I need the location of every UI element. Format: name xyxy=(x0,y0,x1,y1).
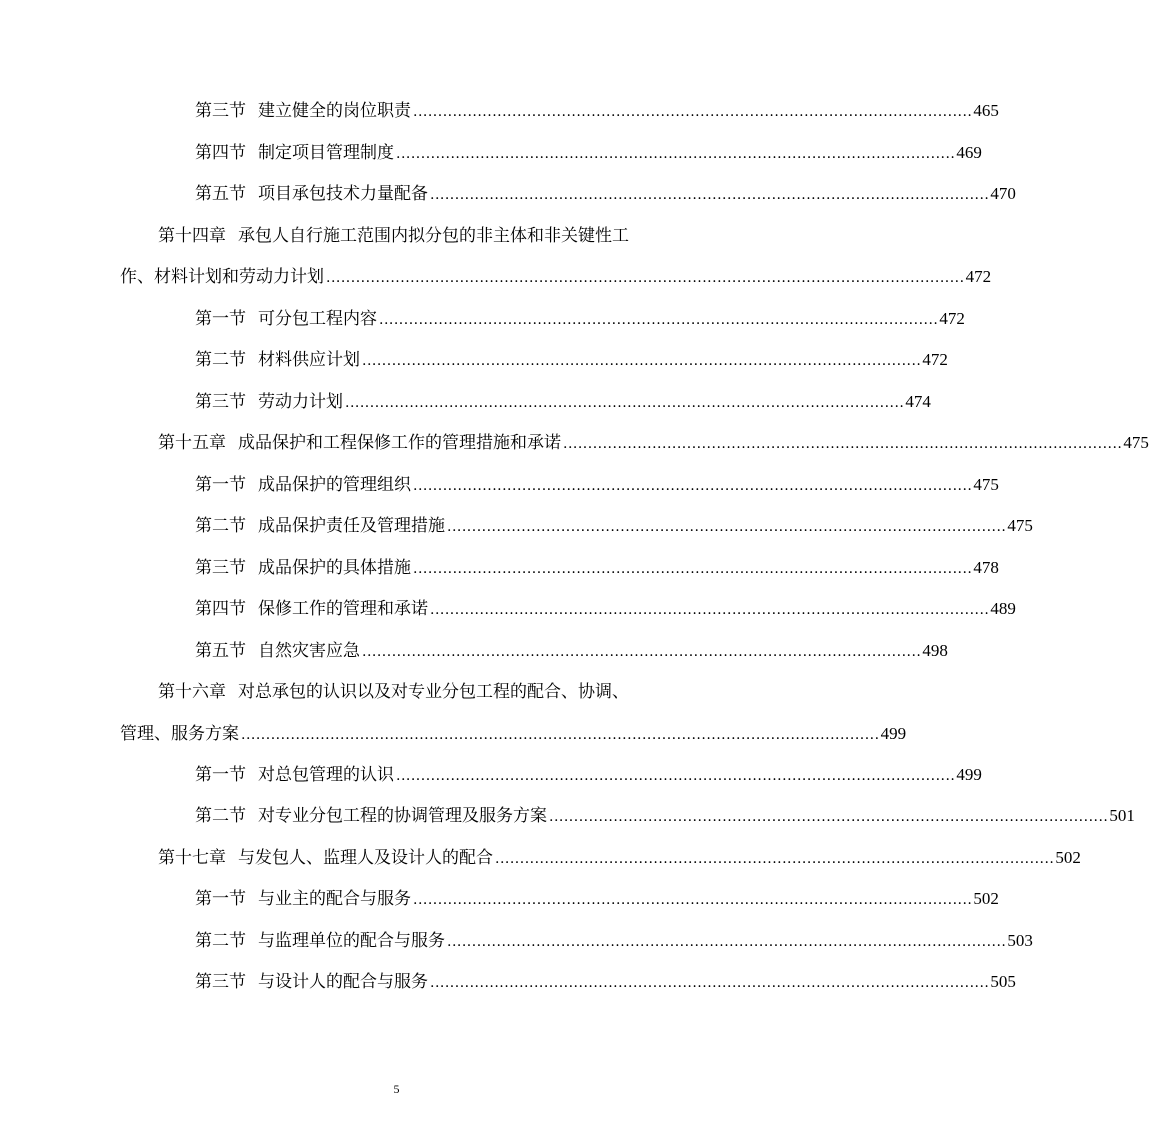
dot-leader: ................................................................................................................. xyxy=(447,519,1007,535)
toc-entry-page: 478 xyxy=(973,558,999,577)
toc-entry-page: 475 xyxy=(1007,516,1033,535)
dot-leader: ................................................................................................................. xyxy=(413,561,973,577)
toc-entry-number: 第三节 xyxy=(195,101,246,121)
toc-entry-number: 第三节 xyxy=(195,558,246,578)
toc-entry[interactable] xyxy=(195,308,965,331)
toc-entry-title: 成品保护和工程保修工作的管理措施和承诺 xyxy=(238,433,561,453)
toc-entry-page: 465 xyxy=(973,101,999,120)
toc-entry-number: 第四节 xyxy=(195,599,246,619)
page-number-footer: 5 xyxy=(393,1082,400,1096)
toc-entry-number: 第二节 xyxy=(195,350,246,370)
toc-entry-page: 502 xyxy=(1055,848,1081,867)
toc-entry[interactable] xyxy=(195,349,948,372)
toc-entry-number: 第四节 xyxy=(195,143,246,163)
toc-entry-number: 第一节 xyxy=(195,765,246,785)
dot-leader: ................................................................................................................. xyxy=(396,768,956,784)
toc-entry[interactable] xyxy=(195,888,999,911)
toc-entry[interactable] xyxy=(195,598,1016,621)
toc-entry-number: 第二节 xyxy=(195,931,246,951)
toc-entry-number: 第十六章 xyxy=(158,682,226,702)
toc-entry[interactable] xyxy=(195,474,999,497)
toc-entry-title: 成品保护的具体措施 xyxy=(258,558,411,578)
toc-entry[interactable] xyxy=(195,557,999,580)
dot-leader: ................................................................................................................. xyxy=(362,644,922,660)
toc-entry-page: 503 xyxy=(1007,931,1033,950)
toc-entry-number: 第五节 xyxy=(195,184,246,204)
toc-entry[interactable] xyxy=(195,971,1016,994)
toc-entry-page: 472 xyxy=(939,309,965,328)
dot-leader: ................................................................................................................. xyxy=(495,851,1055,867)
dot-leader: ................................................................................................................. xyxy=(430,975,990,991)
toc-entry[interactable] xyxy=(195,764,982,787)
toc-entry-title: 材料供应计划 xyxy=(258,350,360,370)
toc-entry-page: 505 xyxy=(990,972,1016,991)
toc-entry-page: 489 xyxy=(990,599,1016,618)
dot-leader: ................................................................................................................. xyxy=(447,934,1007,950)
dot-leader: ................................................................................................................. xyxy=(430,602,990,618)
toc-entry-number: 第五节 xyxy=(195,641,246,661)
toc-entry-page: 499 xyxy=(880,724,907,743)
toc-entry-number: 第一节 xyxy=(195,889,246,909)
toc-entry-number: 第十五章 xyxy=(158,433,226,453)
toc-entry[interactable] xyxy=(158,432,1149,455)
toc-entry[interactable] xyxy=(158,847,1081,870)
toc-entry-page: 498 xyxy=(922,641,948,660)
toc-entry[interactable] xyxy=(195,142,982,165)
dot-leader: ................................................................................................................. xyxy=(413,892,973,908)
dot-leader: ................................................................................................................. xyxy=(430,187,990,203)
dot-leader: ................................................................................................................. xyxy=(345,395,905,411)
toc-entry-number: 第十七章 xyxy=(158,848,226,868)
toc-entry-title: 对总包管理的认识 xyxy=(258,765,394,785)
toc-chapter-line[interactable] xyxy=(158,225,629,247)
dot-leader: ................................................................................................................. xyxy=(413,478,973,494)
toc-entry[interactable] xyxy=(195,805,1135,828)
toc-entry-title: 成品保护的管理组织 xyxy=(258,475,411,495)
toc-entry-title: 与发包人、监理人及设计人的配合 xyxy=(238,848,493,868)
toc-entry-title: 制定项目管理制度 xyxy=(258,143,394,163)
toc-entry-number: 第三节 xyxy=(195,972,246,992)
toc-entry[interactable] xyxy=(195,100,999,123)
toc-entry-page: 474 xyxy=(905,392,931,411)
toc-entry-title: 可分包工程内容 xyxy=(258,309,377,329)
dot-leader: ................................................................................................................. xyxy=(413,104,973,120)
toc-entry-title: 与业主的配合与服务 xyxy=(258,889,411,909)
toc-entry-title: 自然灾害应急 xyxy=(258,641,360,661)
toc-entry-title: 劳动力计划 xyxy=(258,392,343,412)
toc-entry[interactable] xyxy=(195,391,931,414)
toc-entry-page: 501 xyxy=(1109,806,1135,825)
dot-leader: ................................................................................................................. xyxy=(549,809,1109,825)
dot-leader: ................................................................................................................. xyxy=(362,353,922,369)
toc-entry-title-continued: 作、材料计划和劳动力计划 xyxy=(120,267,324,287)
dot-leader: ................................................................................................................................. xyxy=(326,270,965,286)
toc-entry[interactable] xyxy=(120,266,992,289)
toc-entry-page: 475 xyxy=(1123,433,1149,452)
toc-entry[interactable] xyxy=(195,640,948,663)
dot-leader: ................................................................................................................. xyxy=(396,146,956,162)
dot-leader: ................................................................................................................. xyxy=(379,312,939,328)
dot-leader: ................................................................................................................................. xyxy=(241,727,880,743)
toc-entry-title: 承包人自行施工范围内拟分包的非主体和非关键性工 xyxy=(238,226,629,246)
toc-entry-title: 对专业分包工程的协调管理及服务方案 xyxy=(258,806,547,826)
toc-entry[interactable] xyxy=(195,930,1033,953)
toc-entry-page: 472 xyxy=(965,267,992,286)
toc-entry-number: 第二节 xyxy=(195,516,246,536)
toc-entry-title: 项目承包技术力量配备 xyxy=(258,184,428,204)
toc-entry-title: 与监理单位的配合与服务 xyxy=(258,931,445,951)
toc-entry-page: 475 xyxy=(973,475,999,494)
dot-leader: ................................................................................................................. xyxy=(563,436,1123,452)
toc-entry-number: 第二节 xyxy=(195,806,246,826)
toc-entry-title-continued: 管理、服务方案 xyxy=(120,724,239,744)
toc-entry-title: 与设计人的配合与服务 xyxy=(258,972,428,992)
toc-entry[interactable] xyxy=(195,515,1033,538)
toc-entry-title: 建立健全的岗位职责 xyxy=(258,101,411,121)
toc-entry[interactable] xyxy=(195,183,1016,206)
toc-entry[interactable] xyxy=(120,723,907,746)
toc-chapter-line[interactable] xyxy=(158,681,629,703)
toc-entry-page: 499 xyxy=(956,765,982,784)
toc-entry-page: 502 xyxy=(973,889,999,908)
toc-entry-page: 472 xyxy=(922,350,948,369)
toc-entry-page: 470 xyxy=(990,184,1016,203)
toc-entry-title: 保修工作的管理和承诺 xyxy=(258,599,428,619)
toc-entry-number: 第一节 xyxy=(195,309,246,329)
toc-entry-number: 第一节 xyxy=(195,475,246,495)
toc-entry-number: 第十四章 xyxy=(158,226,226,246)
toc-entry-title: 成品保护责任及管理措施 xyxy=(258,516,445,536)
toc-entry-title: 对总承包的认识以及对专业分包工程的配合、协调、 xyxy=(238,682,629,702)
toc-entry-page: 469 xyxy=(956,143,982,162)
toc-entry-number: 第三节 xyxy=(195,392,246,412)
